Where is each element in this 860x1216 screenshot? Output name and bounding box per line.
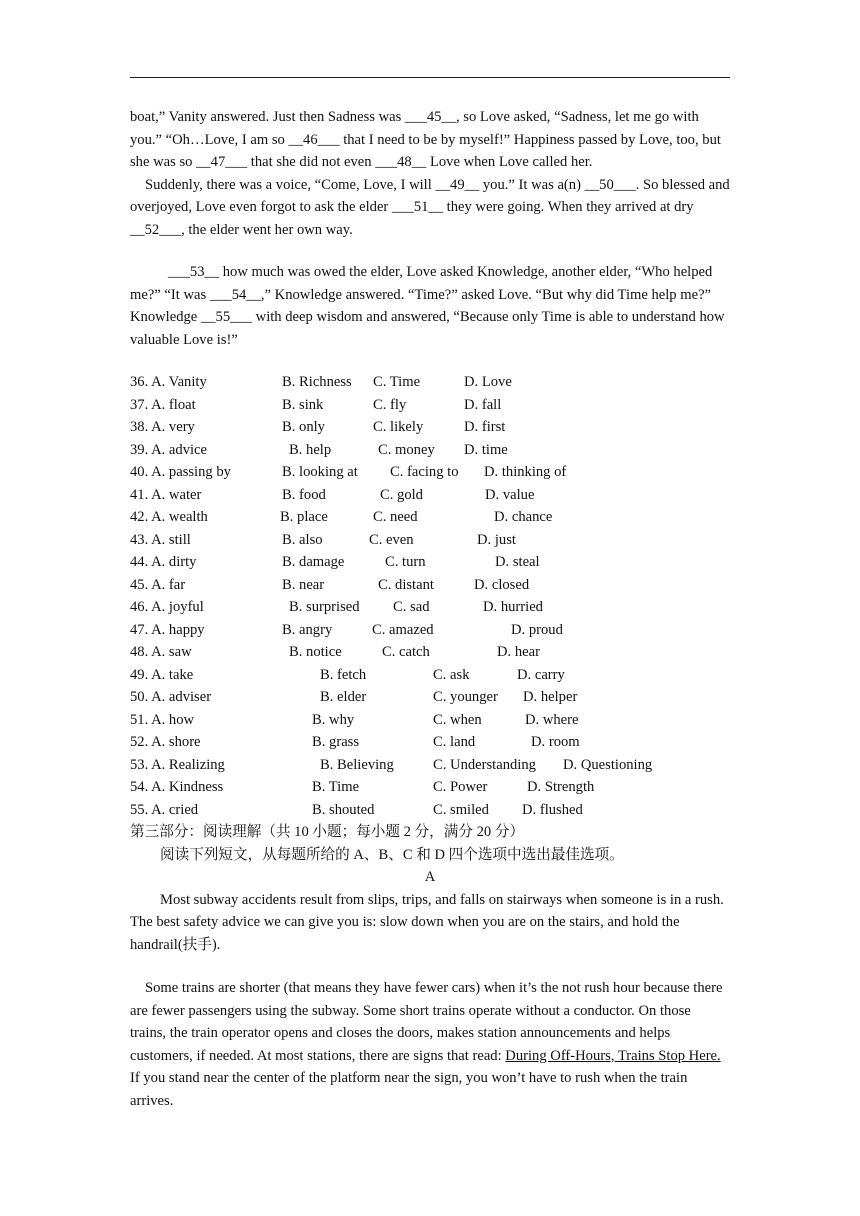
option-b: B. place <box>280 509 328 525</box>
option-b: B. food <box>282 486 326 503</box>
option-b: B. near <box>282 576 325 593</box>
option-d: D. Questioning <box>563 756 653 773</box>
option-a: 44. A. dirty <box>130 554 197 570</box>
option-a: 41. A. water <box>130 486 202 503</box>
option-d: D. fall <box>464 396 502 413</box>
section-instruction: 阅读下列短文，从每题所给的 A、B、C 和 D 四个选项中选出最佳选项。 <box>160 846 624 863</box>
option-b: B. Richness <box>282 374 352 390</box>
passage-label: A <box>424 869 436 885</box>
option-b: B. Time <box>312 779 360 795</box>
option-a: 49. A. take <box>130 666 194 683</box>
paragraph-text: Some trains are shorter (that means they have fewer cars) when it’s the not rush hour because there are fewer passengers using the subway. Some short trains operate without a conductor. On those trains, the train operator opens and closes the doors, makes station announcements and helps customers, if needed. At most stations, there are signs that read: <box>130 980 723 1064</box>
option-d: D. room <box>531 734 580 750</box>
option-row <box>130 754 730 777</box>
option-d: D. time <box>464 441 508 458</box>
option-a: 55. A. cried <box>130 801 199 818</box>
paragraph-gap <box>130 956 730 977</box>
option-row <box>130 574 730 597</box>
option-b: B. elder <box>320 689 367 705</box>
paragraph-gap <box>130 241 730 261</box>
option-c: C. gold <box>380 486 423 503</box>
option-row <box>130 371 730 394</box>
option-row <box>130 416 730 439</box>
option-d: D. hurried <box>483 599 543 615</box>
option-a: 39. A. advice <box>130 441 208 458</box>
option-d: D. chance <box>494 509 553 525</box>
option-row <box>130 394 730 417</box>
option-c: C. turn <box>385 554 426 570</box>
option-c: C. even <box>369 531 414 548</box>
option-d: D. value <box>485 486 535 503</box>
option-a: 37. A. float <box>130 396 196 413</box>
option-c: C. need <box>373 509 418 525</box>
page-content <box>130 106 730 1112</box>
option-a: 52. A. shore <box>130 734 201 750</box>
option-row <box>130 529 730 552</box>
option-row <box>130 619 730 642</box>
option-a: 38. A. very <box>130 419 195 435</box>
option-row <box>130 484 730 507</box>
option-row <box>130 439 730 462</box>
option-row <box>130 709 730 732</box>
option-b: B. grass <box>312 734 360 750</box>
passage-paragraph-1: boat,” Vanity answered. Just then Sadness was ___45__, so Love asked, “Sadness, let me go with you.” “Oh…Love, I am so __46___ that I need to be by myself!” Happiness passed by Love, too, but she was so __47___ that she did not even ___48__ Love when Love called her. <box>130 109 721 170</box>
option-c: C. likely <box>373 419 424 435</box>
option-row <box>130 461 730 484</box>
platform-sign-text: During Off-Hours, Trains Stop Here. <box>505 1047 721 1064</box>
option-row <box>130 731 730 754</box>
option-c: C. distant <box>378 576 434 593</box>
option-d: D. where <box>525 711 579 728</box>
option-row <box>130 596 730 619</box>
option-d: D. thinking of <box>484 464 567 480</box>
option-a: 51. A. how <box>130 711 195 728</box>
option-a: 40. A. passing by <box>130 464 231 480</box>
option-c: C. younger <box>433 689 498 705</box>
passage-a-paragraph-2 <box>130 977 730 1112</box>
option-a: 45. A. far <box>130 576 186 593</box>
option-d: D. helper <box>523 689 578 705</box>
passage-paragraph-2: Suddenly, there was a voice, “Come, Love, I will __49__ you.” It was a(n) __50___. So blessed and overjoyed, Love even forgot to ask the elder ___51__ they were going. When they arrived at dry __52___, the elder went her own way. <box>130 176 730 238</box>
option-c: C. smiled <box>433 801 489 818</box>
option-b: B. looking at <box>282 464 358 480</box>
option-b: B. also <box>282 531 323 548</box>
option-d: D. hear <box>497 644 540 660</box>
option-d: D. proud <box>511 621 563 638</box>
option-b: B. only <box>282 419 325 435</box>
option-a: 43. A. still <box>130 531 191 548</box>
option-a: 50. A. adviser <box>130 689 212 705</box>
option-d: D. steal <box>495 554 540 570</box>
option-d: D. first <box>464 419 506 435</box>
option-b: B. fetch <box>320 666 367 683</box>
option-b: B. shouted <box>312 801 375 818</box>
option-row <box>130 664 730 687</box>
option-c: C. Power <box>433 779 488 795</box>
passage-paragraph-3: ___53__ how much was owed the elder, Love asked Knowledge, another elder, “Who helped me?” “It was ___54__,” Knowledge answered. “Time?” asked Love. “But why did Time help me?” Knowledge __55___ with deep wisdom and answered, “Because only Time is able to understand how valuable Love is!” <box>130 264 725 348</box>
paragraph-text: If you stand near the center of the platform near the sign, you won’t have to rush when the train arrives. <box>130 1070 688 1109</box>
header-rule <box>130 77 730 78</box>
option-b: B. notice <box>289 644 342 660</box>
option-c: C. Time <box>373 374 421 390</box>
option-a: 54. A. Kindness <box>130 779 224 795</box>
option-d: D. flushed <box>522 801 583 818</box>
option-c: C. land <box>433 734 476 750</box>
section-heading: 第三部分：阅读理解（共 10 小题；每小题 2 分，满分 20 分） <box>130 824 525 840</box>
passage-a-paragraph-1: Most subway accidents result from slips, trips, and falls on stairways when someone is in a rush. The best safety advice we can give you is: slow down when you are on the stairs, and hold the handrail(扶手). <box>130 891 724 953</box>
option-row <box>130 776 730 799</box>
option-row <box>130 686 730 709</box>
option-row <box>130 506 730 529</box>
option-c: C. fly <box>373 396 407 413</box>
option-a: 42. A. wealth <box>130 509 208 525</box>
option-d: D. Love <box>464 374 512 390</box>
option-c: C. facing to <box>390 464 459 480</box>
paragraph-gap <box>130 351 730 371</box>
option-b: B. Believing <box>320 756 394 773</box>
option-b: B. help <box>289 441 332 458</box>
option-b: B. sink <box>282 396 324 413</box>
option-row <box>130 799 730 822</box>
option-b: B. why <box>312 711 355 728</box>
option-a: 36. A. Vanity <box>130 374 207 390</box>
option-a: 53. A. Realizing <box>130 756 225 773</box>
option-c: C. when <box>433 711 482 728</box>
cloze-options <box>130 371 730 821</box>
option-d: D. carry <box>517 666 565 683</box>
option-c: C. sad <box>393 599 430 615</box>
option-c: C. money <box>378 441 435 458</box>
option-a: 46. A. joyful <box>130 599 204 615</box>
option-c: C. amazed <box>372 621 434 638</box>
option-c: C. catch <box>382 644 430 660</box>
option-a: 48. A. saw <box>130 644 192 660</box>
option-b: B. angry <box>282 621 333 638</box>
option-d: D. just <box>477 531 516 548</box>
option-d: D. closed <box>474 576 530 593</box>
option-c: C. ask <box>433 666 470 683</box>
option-row <box>130 641 730 664</box>
option-row <box>130 551 730 574</box>
option-b: B. surprised <box>289 599 360 615</box>
option-b: B. damage <box>282 554 345 570</box>
option-c: C. Understanding <box>433 756 536 773</box>
option-a: 47. A. happy <box>130 621 205 638</box>
option-d: D. Strength <box>527 779 595 795</box>
